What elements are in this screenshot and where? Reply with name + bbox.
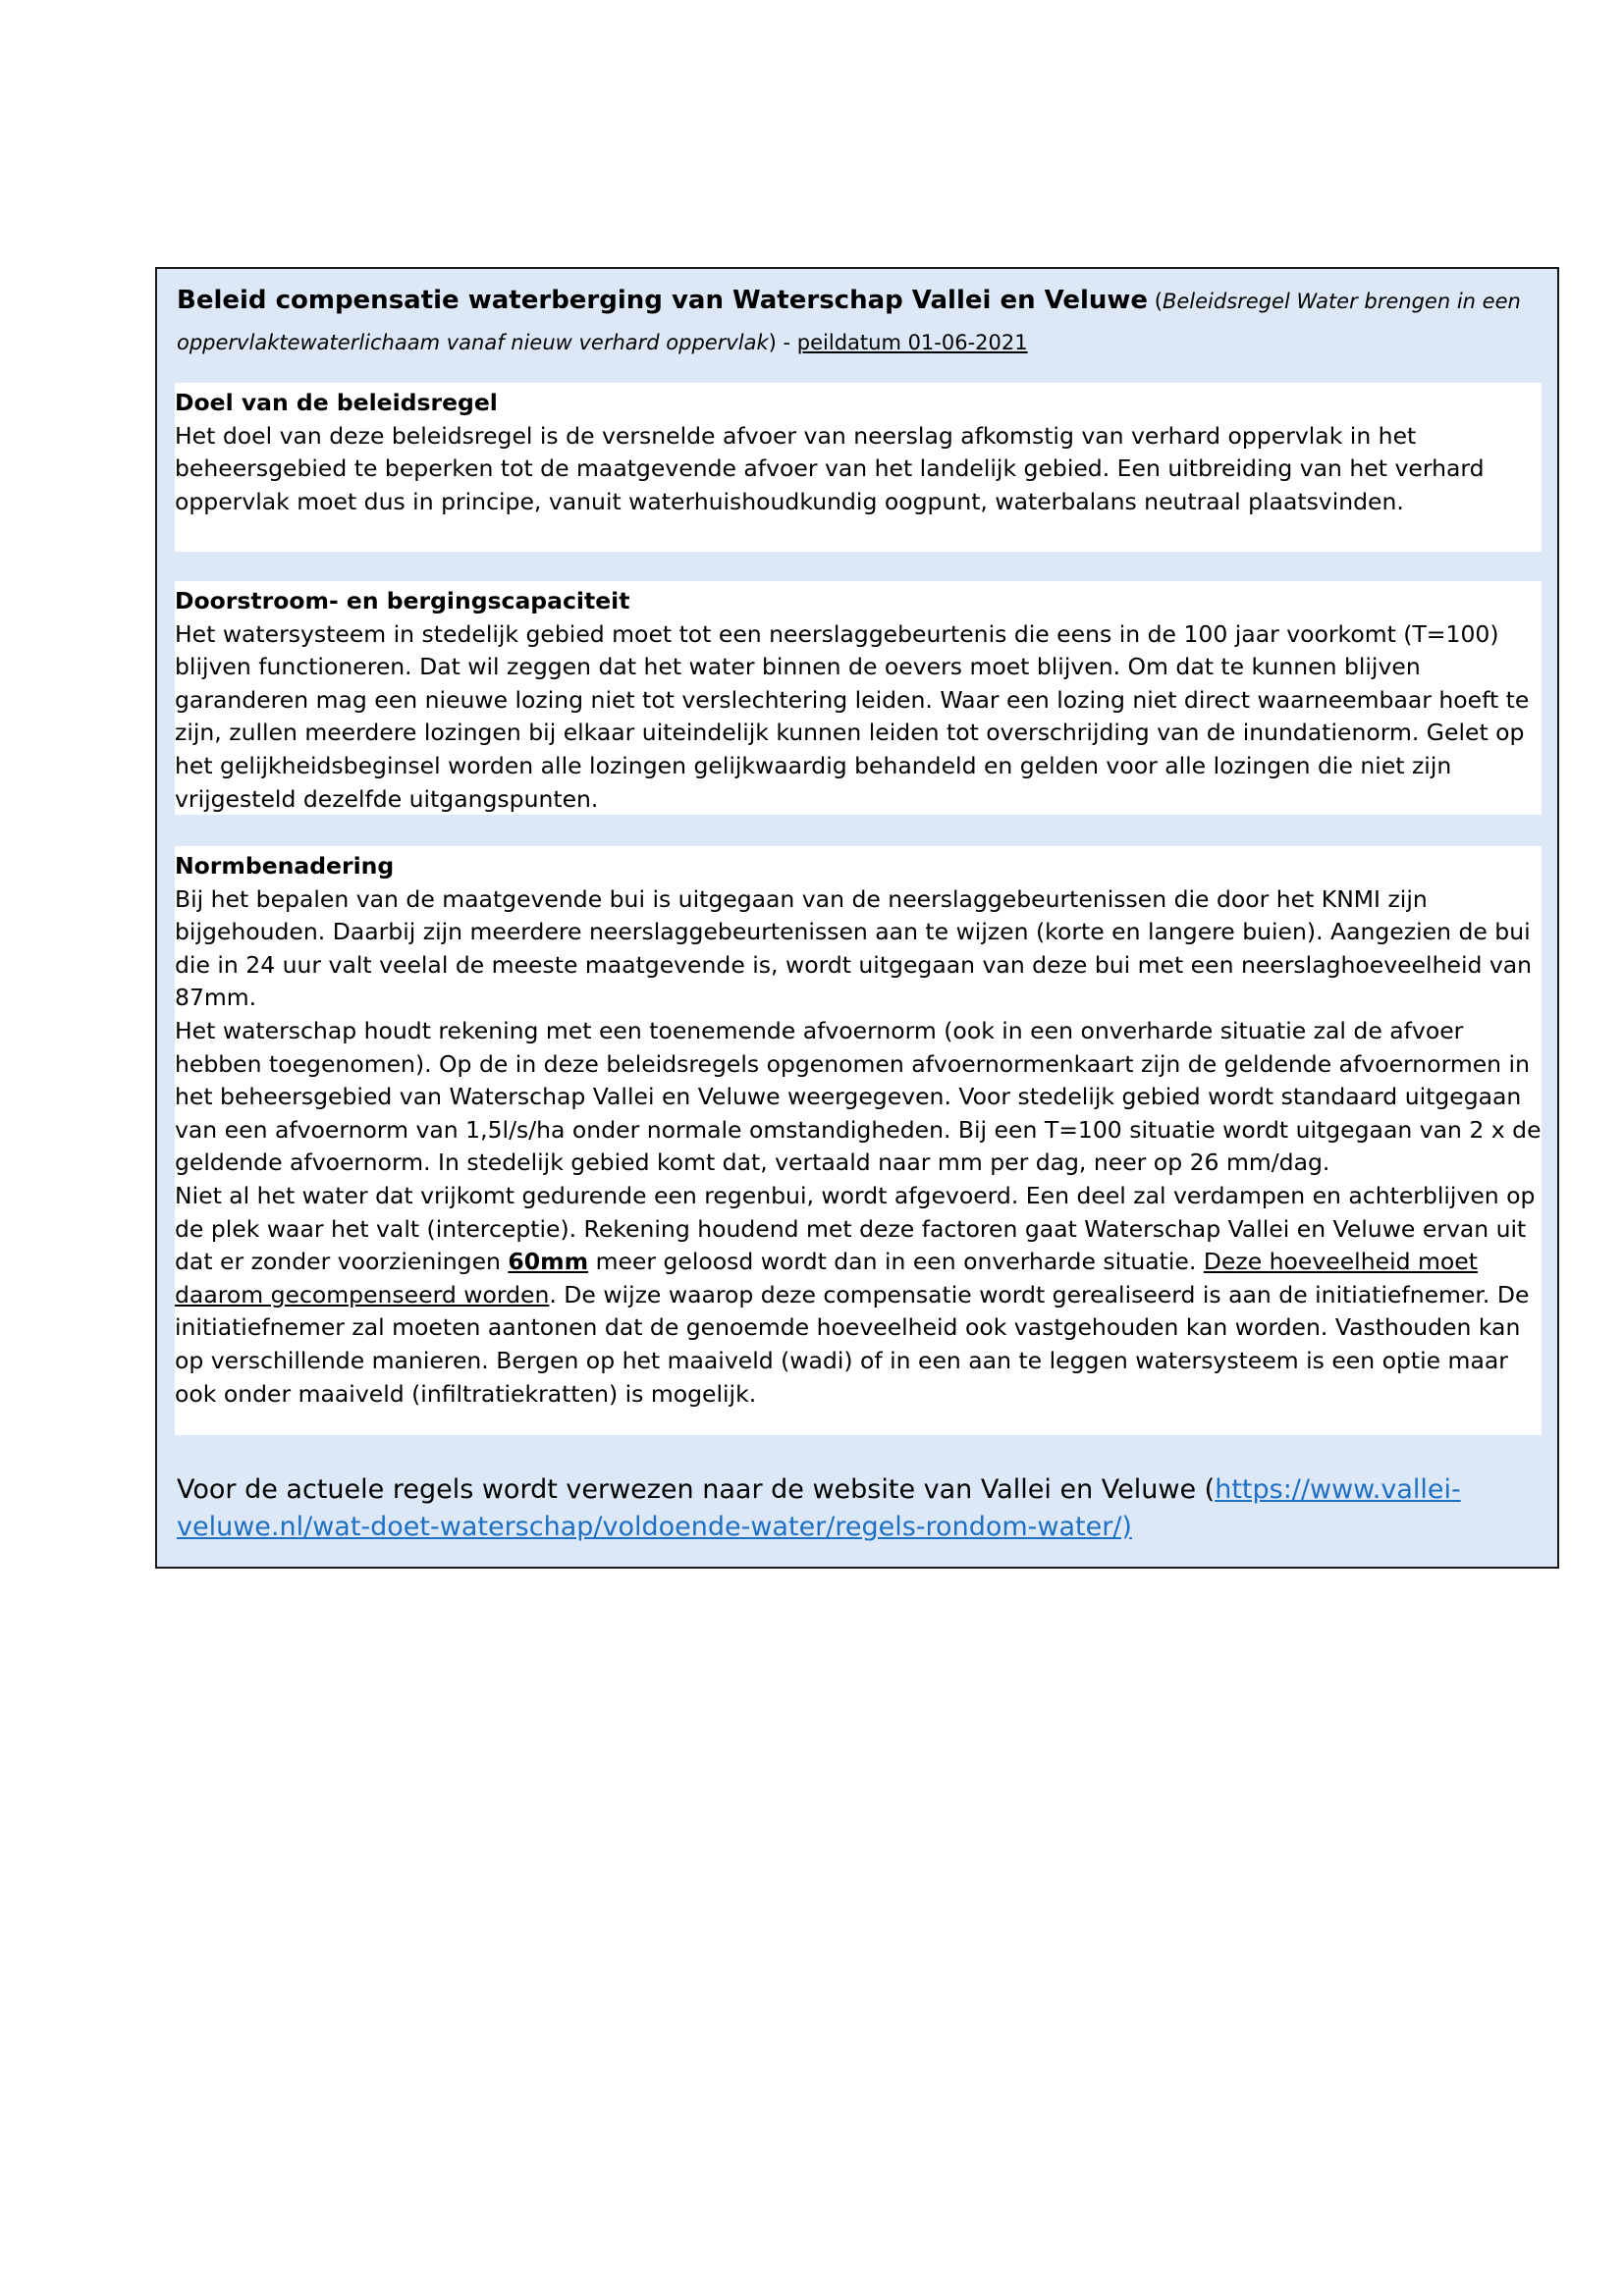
section-text: Het watersysteem in stedelijk gebied moet tot een neerslaggebeurtenis die eens in de 100 jaar voorkomt (T=100) blijven functioneren. Dat wil zeggen dat het water binnen de oevers moet blijven. Om dat te kunnen blijven garanderen mag een nieuwe lozing niet tot verslechtering leiden. Waar een lozing niet direct waarneembaar hoeft te zijn, zullen meerdere lozingen bij elkaar uiteindelijk kunnen leiden tot overschrijding van de inundatienorm. Gelet op het gelijkheidsbeginsel worden alle lozingen gelijkwaardig behandeld en gelden voor alle lozingen die niet zijn vrijgesteld dezelfde uitgangspunten. <box>175 619 1530 813</box>
reference-date: peildatum 01-06-2021 <box>796 331 1028 354</box>
subtitle-close: ) - <box>768 331 797 354</box>
section-heading: Doorstroom- en bergingscapaciteit <box>175 587 630 614</box>
policy-box <box>155 267 1559 1569</box>
section-heading: Doel van de beleidsregel <box>175 389 498 416</box>
subtitle-open: ( <box>1148 290 1163 313</box>
section-doorstroom <box>175 581 1542 815</box>
paragraph-text: Niet al het water dat vrijkomt gedurende een regenbui, wordt afgevoerd. Een deel zal verdampen en achterblijven op de plek waar het valt (interceptie). Rekening houdend met deze factoren gaat Waterschap Vallei en Veluwe ervan uit dat er zonder voorzieningen <box>175 1181 1536 1276</box>
paragraph-text: . De wijze waarop deze compensatie wordt gerealiseerd is aan de initiatiefnemer. De initiatiefnemer zal moeten aantonen dat de genoemde hoeveelheid ook vastgehouden kan worden. Vasthouden kan op verschillende manieren. Bergen op het maaiveld (wadi) of in een aan te leggen watersysteem is een optie maar ook onder maaiveld (infiltratiekratten) is mogelijk. <box>175 1280 1530 1408</box>
section-normbenadering <box>175 846 1542 1435</box>
section-paragraph-2: Het waterschap houdt rekening met een toenemende afvoernorm (ook in een onverharde situatie zal de afvoer hebben toegenomen). Op de in deze beleidsregels opgenomen afvoernormenkaart zijn de geldende afvoernormen in het beheersgebied van Waterschap Vallei en Veluwe weergegeven. Voor stedelijk gebied wordt standaard uitgegaan van een afvoernorm van 1,5l/s/ha onder normale omstandigheden. Bij een T=100 situatie wordt uitgegaan van 2 x de geldende afvoernorm. In stedelijk gebied komt dat, vertaald naar mm per dag, neer op 26 mm/dag. <box>175 1016 1542 1177</box>
footer-note <box>177 1471 1542 1546</box>
section-paragraph-3 <box>175 1180 1542 1411</box>
paragraph-text: meer geloosd wordt dan in een onverharde situatie. <box>588 1248 1204 1276</box>
section-paragraph-1: Bij het bepalen van de maatgevende bui is uitgegaan van de neerslaggebeurtenissen die door het KNMI zijn bijgehouden. Daarbij zijn meerdere neerslaggebeurtenissen aan te wijzen (korte en langere buien). Aangezien de bui die in 24 uur valt veelal de meeste maatgevende is, wordt uitgegaan van deze bui met een neerslaghoeveelheid van 87mm. <box>175 884 1533 1012</box>
compensation-requirement: Deze hoeveelheid moet daarom gecompenseerd worden <box>175 1248 1478 1308</box>
footer-text: Voor de actuele regels wordt verwezen naar de website van Vallei en Veluwe ( <box>177 1474 1216 1505</box>
policy-subtitle: Beleidsregel Water brengen in een oppervlaktewaterlichaam vanaf nieuw verhard oppervlak <box>177 290 1521 354</box>
section-heading: Normbenadering <box>175 852 395 880</box>
policy-title: Beleid compensatie waterberging van Waterschap Vallei en Veluwe <box>177 286 1149 315</box>
policy-header <box>177 281 1532 364</box>
compensation-amount: 60mm <box>508 1248 589 1276</box>
section-doel <box>175 383 1542 552</box>
section-text: Het doel van deze beleidsregel is de versnelde afvoer van neerslag afkomstig van verhard oppervlak in het beheersgebied te beperken tot de maatgevende afvoer van het landelijk gebied. Een uitbreiding van het verhard oppervlak moet dus in principe, vanuit waterhuishoudkundig oogpunt, waterbalans neutraal plaatsvinden. <box>175 421 1485 515</box>
website-link[interactable]: https://www.vallei-veluwe.nl/wat-doet-waterschap/voldoende-water/regels-rondom-water/) <box>177 1474 1461 1542</box>
